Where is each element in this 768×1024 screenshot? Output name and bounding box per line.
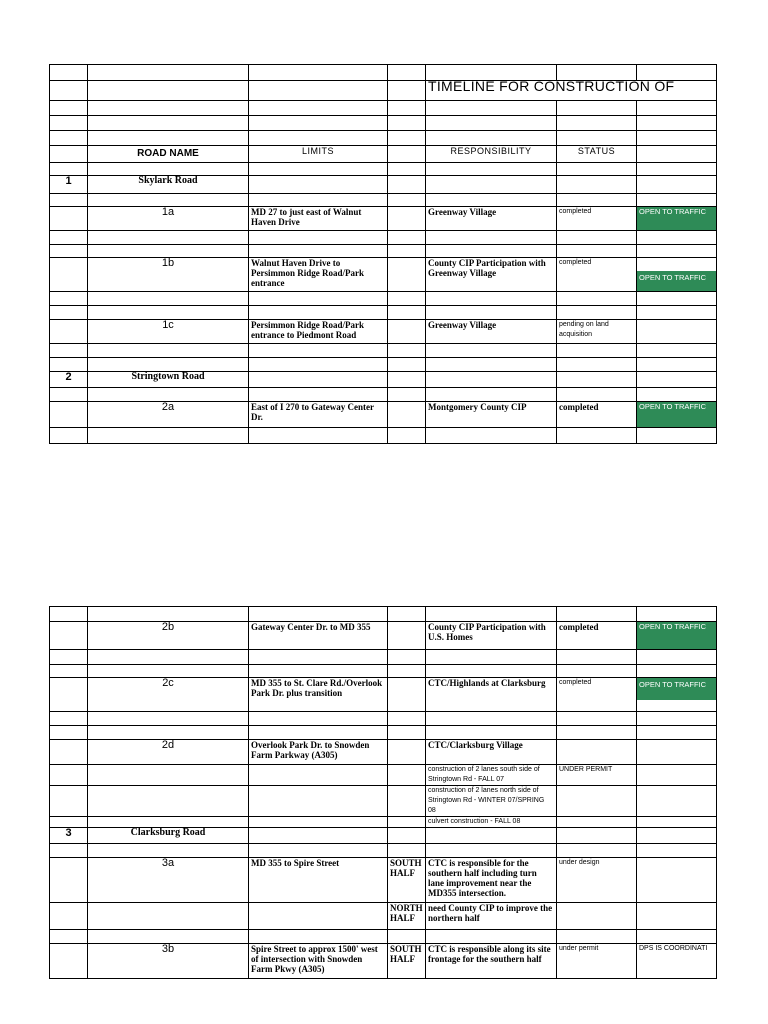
segment-status: completed [557, 207, 637, 231]
timeline-table-bottom [49, 606, 717, 979]
segment-responsibility: need County CIP to improve the northern half [426, 903, 557, 930]
segment-id: 3a [88, 858, 249, 903]
segment-limits: Walnut Haven Drive to Persimmon Ridge Road/Park entrance [249, 258, 388, 292]
subtask-row [50, 817, 717, 828]
segment-status: completed [557, 678, 637, 712]
open-to-traffic-badge: OPEN TO TRAFFIC [637, 271, 716, 291]
road-number: 2 [50, 372, 88, 388]
segment-responsibility: Greenway Village [426, 207, 557, 231]
blank-row [50, 194, 717, 207]
status-note: DPS IS COORDINATI [637, 944, 717, 979]
segment-responsibility: CTC/Highlands at Clarksburg [426, 678, 557, 712]
blank-row [50, 131, 717, 146]
segment-status: completed [557, 258, 637, 292]
header-status: STATUS [557, 146, 637, 163]
blank-row [50, 101, 717, 116]
segment-row [50, 858, 717, 903]
segment-row [50, 402, 717, 428]
segment-row [50, 207, 717, 231]
segment-id: 2c [88, 678, 249, 712]
timeline-table-top [49, 64, 717, 444]
blank-row [50, 358, 717, 372]
blank-row [50, 388, 717, 402]
blank-row [50, 930, 717, 944]
segment-side: NORTH HALF [388, 903, 426, 930]
segment-responsibility: Montgomery County CIP [426, 402, 557, 428]
road-number: 1 [50, 176, 88, 194]
blank-row [50, 726, 717, 740]
subtask-row [50, 786, 717, 817]
segment-responsibility: Greenway Village [426, 320, 557, 344]
segment-limits: MD 355 to Spire Street [249, 858, 388, 903]
segment-row [50, 944, 717, 979]
blank-row [50, 844, 717, 858]
blank-row [50, 344, 717, 358]
segment-responsibility: County CIP Participation with Greenway Village [426, 258, 557, 292]
segment-side: SOUTH HALF [388, 944, 426, 979]
column-header-row [50, 146, 717, 163]
segment-row [50, 622, 717, 650]
road-number: 3 [50, 828, 88, 844]
segment-row [50, 740, 717, 765]
segment-row [50, 320, 717, 344]
subtask-text: construction of 2 lanes north side of Stringtown Rd - WINTER 07/SPRING 08 [426, 786, 557, 817]
blank-row [50, 245, 717, 258]
segment-id: 2b [88, 622, 249, 650]
open-to-traffic-badge: OPEN TO TRAFFIC [637, 678, 716, 700]
road-row [50, 372, 717, 388]
segment-status: pending on land acquisition [557, 320, 637, 344]
segment-limits: MD 355 to St. Clare Rd./Overlook Park Dr. plus transition [249, 678, 388, 712]
segment-responsibility: CTC is responsible along its site frontage for the southern half [426, 944, 557, 979]
segment-status: under design [557, 858, 637, 903]
segment-limits: MD 27 to just east of Walnut Haven Drive [249, 207, 388, 231]
segment-responsibility: CTC/Clarksburg Village [426, 740, 557, 765]
subtask-text: construction of 2 lanes south side of Stringtown Rd - FALL 07 [426, 765, 557, 786]
header-road-name: ROAD NAME [88, 146, 249, 163]
blank-row [50, 163, 717, 176]
subtask-row [50, 765, 717, 786]
open-to-traffic-badge: OPEN TO TRAFFIC [637, 207, 717, 231]
segment-limits: Gateway Center Dr. to MD 355 [249, 622, 388, 650]
road-name: Clarksburg Road [88, 828, 249, 844]
segment-limits: Persimmon Ridge Road/Park entrance to Piedmont Road [249, 320, 388, 344]
segment-side: SOUTH HALF [388, 858, 426, 903]
segment-id: 3b [88, 944, 249, 979]
road-name: Skylark Road [88, 176, 249, 194]
segment-row [50, 258, 717, 292]
blank-row [50, 607, 717, 622]
blank-row [50, 665, 717, 678]
status-note-cell [637, 258, 717, 292]
status-note-cell [637, 678, 717, 712]
segment-id: 2a [88, 402, 249, 428]
segment-id: 1b [88, 258, 249, 292]
segment-status: completed [557, 402, 637, 428]
blank-row [50, 292, 717, 306]
title-row [50, 81, 717, 101]
segment-id: 1a [88, 207, 249, 231]
segment-limits: Spire Street to approx 1500' west of intersection with Snowden Farm Pkwy (A305) [249, 944, 388, 979]
blank-row [50, 306, 717, 320]
blank-row [50, 650, 717, 665]
segment-row [50, 678, 717, 712]
segment-id: 2d [88, 740, 249, 765]
segment-responsibility: CTC is responsible for the southern half including turn lane improvement near the MD355 intersection. [426, 858, 557, 903]
segment-limits: Overlook Park Dr. to Snowden Farm Parkway (A305) [249, 740, 388, 765]
segment-limits: East of I 270 to Gateway Center Dr. [249, 402, 388, 428]
open-to-traffic-badge: OPEN TO TRAFFIC [637, 622, 717, 650]
segment-status: completed [557, 622, 637, 650]
segment-status: under permit [557, 944, 637, 979]
segment-row [50, 903, 717, 930]
header-limits: LIMITS [249, 146, 388, 163]
road-row [50, 176, 717, 194]
segment-id: 1c [88, 320, 249, 344]
header-responsibility: RESPONSIBILITY [426, 146, 557, 163]
segment-responsibility: County CIP Participation with U.S. Homes [426, 622, 557, 650]
blank-row [50, 428, 717, 444]
blank-row [50, 116, 717, 131]
subtask-text: culvert construction - FALL 08 [426, 817, 557, 828]
road-name: Stringtown Road [88, 372, 249, 388]
blank-row [50, 231, 717, 245]
segment-status: UNDER PERMIT [557, 765, 637, 786]
sheet-title: TIMELINE FOR CONSTRUCTION OF [426, 81, 717, 101]
blank-row [50, 712, 717, 726]
road-row [50, 828, 717, 844]
open-to-traffic-badge: OPEN TO TRAFFIC [637, 402, 717, 428]
blank-row [50, 65, 717, 81]
